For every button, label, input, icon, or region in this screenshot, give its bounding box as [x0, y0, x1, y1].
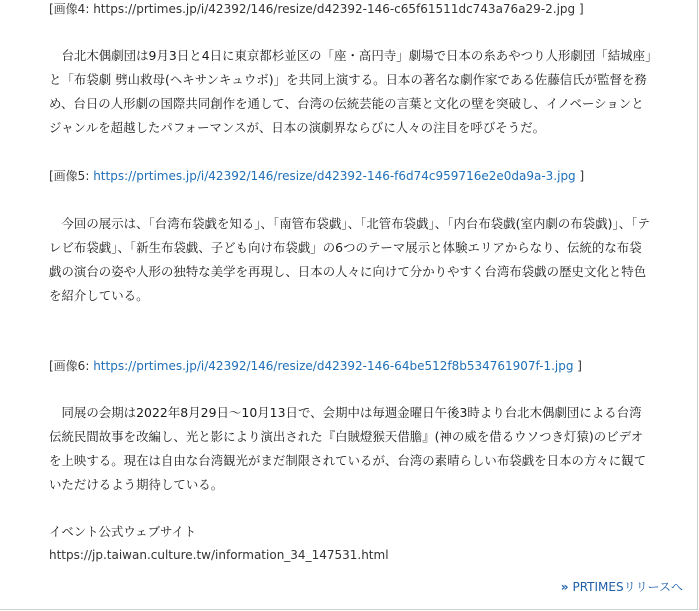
image-ref-4-link[interactable]: https://prtimes.jp/i/42392/146/resize/d42392-146-c65f61511dc743a76a29-2.jpg [93, 2, 576, 16]
prtimes-release-label: PRTIMESリリースへ [572, 580, 683, 594]
image-ref-prefix: [画像5: [49, 169, 94, 183]
image-ref-prefix: [画像4: [49, 2, 94, 16]
image-ref-5-link[interactable]: https://prtimes.jp/i/42392/146/resize/d42392-146-f6d74c959716e2e0da9a-3.jpg [93, 169, 576, 183]
image-ref-6-link[interactable]: https://prtimes.jp/i/42392/146/resize/d42392-146-64be512f8b534761907f-1.jpg [93, 359, 574, 373]
image-ref-suffix: ] [575, 169, 585, 183]
image-ref-suffix: ] [573, 359, 582, 373]
paragraph-joint-performance: 台北木偶劇団は9月3日と4日に東京都杉並区の「座・高円寺」劇場で日本の糸あやつり人形劇団「結城座」と「布袋劇 劈山救母(ヘキサンキュウボ)」を共同上演する。日本の著名な劇作家である佐藤信氏が監督を務め、台日の人形劇の国際共同創作を通して、台湾の伝統芸能の言葉と文化の壁を突破し、イノベーションとジャンルを超越したパフォーマンスが、日本の演劇界ならびに人々の注目を呼びそうだ。 [49, 48, 652, 135]
event-site-link[interactable]: https://jp.taiwan.culture.tw/information_34_147531.html [49, 548, 389, 562]
image-ref-5 [49, 168, 584, 184]
prtimes-release-link[interactable] [561, 578, 683, 595]
paragraph-exhibition: 今回の展示は、「台湾布袋戯を知る」、「南管布袋戯」、「北管布袋戯」、「内台布袋戯(室内劇の布袋戯)」、「テレビ布袋戯」、「新生布袋戯、子ども向け布袋戯」の6つのテーマ展示と体験エリアからなり、伝統的な布袋戯の演台の姿や人形の独特な美学を再現し、日本の人々に向けて分かりやすく台湾布袋戯の歴史文化と特色を紹介している。 [49, 216, 650, 303]
image-ref-prefix: [画像6: [49, 359, 94, 373]
image-ref-4 [49, 1, 584, 17]
event-site-title: イベント公式ウェブサイト [49, 524, 197, 539]
image-ref-suffix: ] [575, 2, 584, 16]
paragraph-exhibition-period: 同展の会期は2022年8月29日～10月13日で、会期中は毎週金曜日午後3時より台北木偶劇団による台湾伝統民間故事を改編し、光と影により演出された『白賊燈猴天借膽』(神の威を借るウソつき灯猿)のビデオを上映する。現在は自由な台湾観光がまだ制限されているが、台湾の素晴らしい布袋戯を日本の方々に観ていただけるよう期待している。 [49, 405, 647, 492]
image-ref-6 [49, 358, 582, 374]
double-chevron-right-icon: » [560, 580, 567, 594]
